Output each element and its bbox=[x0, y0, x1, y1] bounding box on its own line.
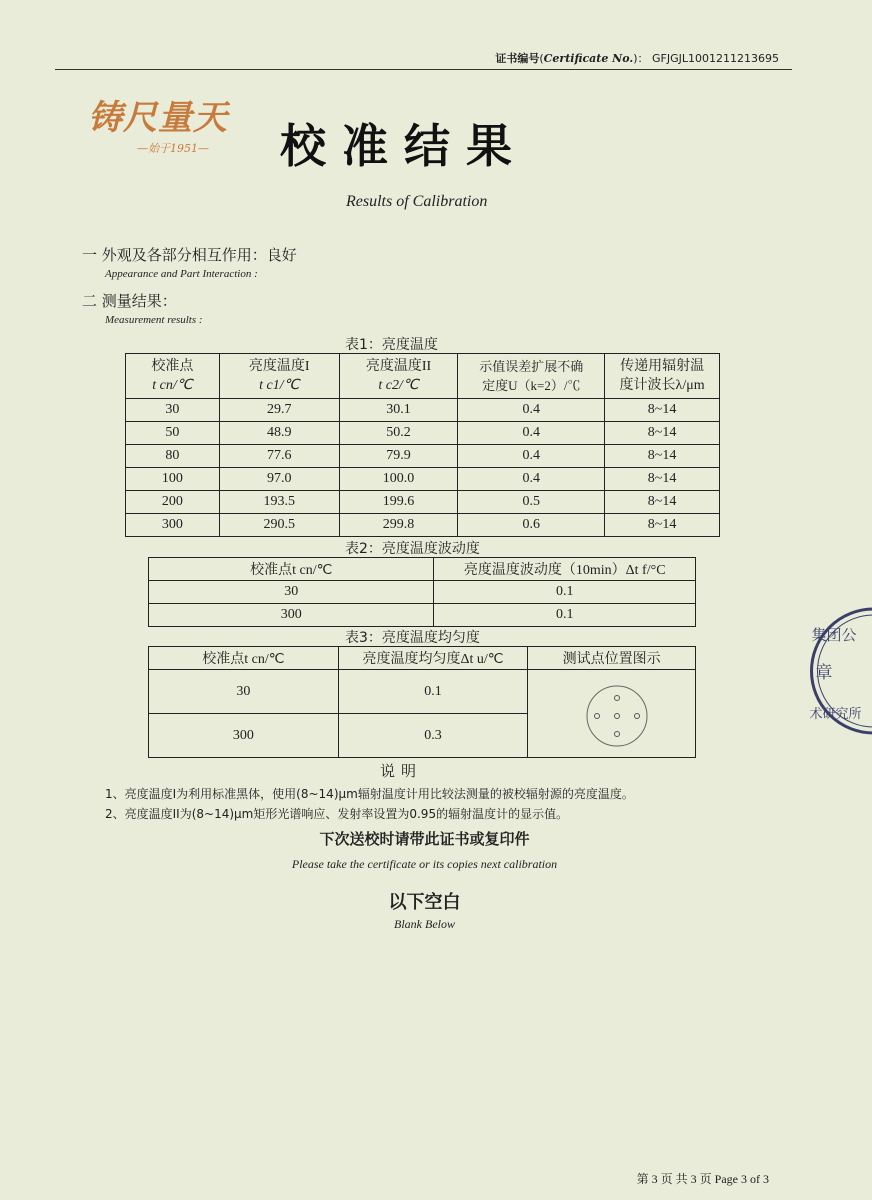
logo-sub-text: —始于1951— bbox=[137, 142, 209, 155]
table-row bbox=[126, 422, 720, 445]
table-cell: 50.2 bbox=[339, 422, 458, 445]
test-point-right bbox=[635, 714, 640, 719]
table-cell: 0.3 bbox=[338, 714, 528, 758]
header-line: 示值误差扩展不确 bbox=[479, 359, 584, 374]
table-cell: 30 bbox=[149, 670, 339, 714]
svg-text:集团公: 集团公 bbox=[811, 626, 857, 644]
table-cell: 0.6 bbox=[458, 514, 605, 537]
header-line: 亮度温度II bbox=[365, 359, 432, 374]
header-unit: 度计波长λ/μm bbox=[619, 378, 705, 393]
table-cell: 79.9 bbox=[339, 445, 458, 468]
cert-label-cn: 证书编号 bbox=[495, 52, 540, 65]
table-cell: 0.4 bbox=[458, 399, 605, 422]
table-cell: 100 bbox=[126, 468, 220, 491]
table1-header bbox=[458, 354, 605, 399]
table2-header-row bbox=[149, 558, 696, 581]
table-cell: 200 bbox=[126, 491, 220, 514]
header-line: 亮度温度I bbox=[248, 359, 310, 374]
cert-number-value: GFJGJL1001211213695 bbox=[652, 52, 779, 65]
table-cell: 100.0 bbox=[339, 468, 458, 491]
table3-header: 测试点位置图示 bbox=[528, 647, 696, 670]
table-row bbox=[126, 514, 720, 537]
table-cell: 299.8 bbox=[339, 514, 458, 537]
table-cell: 300 bbox=[149, 604, 434, 627]
table-cell: 8~14 bbox=[605, 468, 720, 491]
header-unit: t c1/℃ bbox=[259, 378, 300, 393]
table-cell: 30 bbox=[126, 399, 220, 422]
page-title-cn: 校准结果 bbox=[280, 119, 528, 173]
table-cell: 48.9 bbox=[219, 422, 339, 445]
table2-caption: 表2：亮度温度波动度 bbox=[345, 541, 480, 557]
table-cell: 50 bbox=[126, 422, 220, 445]
page-title-en: Results of Calibration bbox=[346, 193, 488, 210]
table1-caption: 表1：亮度温度 bbox=[345, 337, 438, 353]
table3-caption: 表3：亮度温度均匀度 bbox=[345, 630, 480, 646]
table2-header: 亮度温度波动度（10min）Δt f/°C bbox=[434, 558, 696, 581]
table-cell: 8~14 bbox=[605, 422, 720, 445]
test-point-top bbox=[615, 696, 620, 701]
header-divider bbox=[55, 69, 792, 70]
svg-text:章: 章 bbox=[815, 663, 833, 683]
table-row bbox=[149, 581, 696, 604]
table-cell: 30 bbox=[149, 581, 434, 604]
logo-main-text: 铸尺量天 bbox=[88, 98, 228, 138]
svg-text:术研究所: 术研究所 bbox=[809, 707, 862, 722]
table-cell: 0.1 bbox=[434, 604, 696, 627]
section-measurement: 二 测量结果： bbox=[82, 292, 177, 310]
table3-header: 亮度温度均匀度Δt u/℃ bbox=[338, 647, 528, 670]
table-cell: 0.1 bbox=[434, 581, 696, 604]
table-cell: 300 bbox=[149, 714, 339, 758]
table-brightness-temperature bbox=[125, 353, 720, 537]
official-seal bbox=[792, 606, 872, 736]
note-item: 2、亮度温度II为(8~14)μm矩形光谱响应、发射率设置为0.95的辐射温度计的显示值。 bbox=[105, 807, 569, 821]
table-cell: 30.1 bbox=[339, 399, 458, 422]
table-row bbox=[126, 399, 720, 422]
table-cell: 193.5 bbox=[219, 491, 339, 514]
table-cell: 8~14 bbox=[605, 491, 720, 514]
header-unit: 定度U（k=2）/℃ bbox=[482, 378, 581, 393]
test-point-left bbox=[595, 714, 600, 719]
blank-below-cn: 以下空白 bbox=[388, 892, 461, 913]
table-cell: 80 bbox=[126, 445, 220, 468]
table-row bbox=[126, 445, 720, 468]
table1-header bbox=[339, 354, 458, 399]
table-cell: 0.5 bbox=[458, 491, 605, 514]
table-row bbox=[126, 468, 720, 491]
table-row bbox=[149, 604, 696, 627]
section-appearance: 一 外观及各部分相互作用：良好 bbox=[82, 246, 297, 264]
section-appearance-en: Appearance and Part Interaction : bbox=[105, 268, 258, 280]
test-point-center bbox=[615, 714, 620, 719]
header-line: 传递用辐射温 bbox=[620, 359, 705, 374]
test-point-diagram bbox=[582, 685, 652, 747]
cert-label-en: Certificate No. bbox=[543, 52, 634, 65]
table-cell: 199.6 bbox=[339, 491, 458, 514]
table-row bbox=[126, 491, 720, 514]
cert-sep: ： bbox=[637, 52, 649, 65]
header-unit: t c2/℃ bbox=[378, 378, 419, 393]
section-measurement-en: Measurement results : bbox=[105, 314, 203, 326]
table-cell: 8~14 bbox=[605, 399, 720, 422]
table1-header bbox=[605, 354, 720, 399]
table-cell: 77.6 bbox=[219, 445, 339, 468]
table-cell: 97.0 bbox=[219, 468, 339, 491]
certificate-number: 证书编号(Certificate No.)： GFJGJL1001211213695 bbox=[495, 52, 779, 65]
table3-header: 校准点t cn/℃ bbox=[149, 647, 339, 670]
table-brightness-fluctuation bbox=[148, 557, 696, 627]
blank-below-en: Blank Below bbox=[394, 917, 455, 931]
table-cell: 29.7 bbox=[219, 399, 339, 422]
table-cell: 290.5 bbox=[219, 514, 339, 537]
test-point-bottom bbox=[615, 732, 620, 737]
table2-header: 校准点t cn/℃ bbox=[149, 558, 434, 581]
table-cell: 8~14 bbox=[605, 445, 720, 468]
next-calibration-cn: 下次送校时请带此证书或复印件 bbox=[319, 830, 530, 848]
table3-header-row bbox=[149, 647, 696, 670]
table-cell: 300 bbox=[126, 514, 220, 537]
table-cell: 0.4 bbox=[458, 445, 605, 468]
header-line: 校准点 bbox=[151, 359, 194, 374]
table1-header bbox=[126, 354, 220, 399]
table-cell: 0.4 bbox=[458, 422, 605, 445]
table-cell: 0.4 bbox=[458, 468, 605, 491]
header-unit: t cn/℃ bbox=[152, 378, 193, 393]
table1-header-row bbox=[126, 354, 720, 399]
company-logo bbox=[88, 98, 258, 168]
notes-heading: 说明 bbox=[380, 762, 423, 780]
note-item: 1、亮度温度I为利用标准黑体，使用(8~14)μm辐射温度计用比较法测量的被校辐射源的亮度温度。 bbox=[105, 787, 634, 801]
table-cell: 0.1 bbox=[338, 670, 528, 714]
next-calibration-en: Please take the certificate or its copies next calibration bbox=[291, 857, 558, 871]
page-number: 第 3 页 共 3 页 Page 3 of 3 bbox=[636, 1172, 769, 1186]
table1-header bbox=[219, 354, 339, 399]
table-cell: 8~14 bbox=[605, 514, 720, 537]
